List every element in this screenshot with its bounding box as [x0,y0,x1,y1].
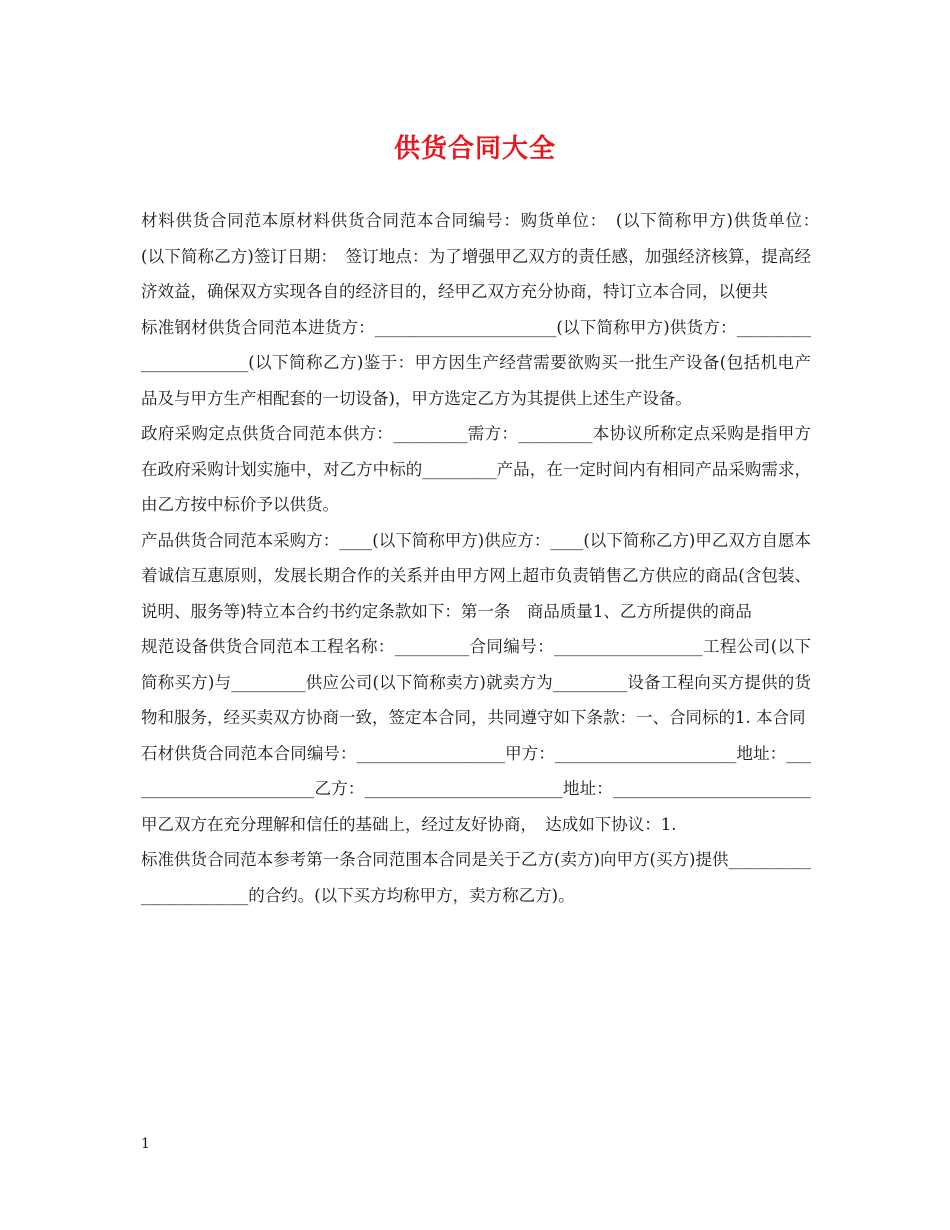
paragraph-equipment-supply: 规范设备供货合同范本工程名称：_________合同编号：__________________工程公司(以下简称买方)与_________供应公司(以下简称卖方)就卖方为_________设备工程向买方提供的货物和服务，经买卖双方协商一致，签定本合同，共同遵守如下条款：一、合同标的1. 本合同 [141,637,811,727]
paragraph-stone-supply: 石材供货合同范本合同编号：__________________甲方：______________________地址：________________________乙方：________________________地址：________________________甲乙双方在充分理解和信任的基础上，经过友好协商， 达成如下协议：1. [141,743,811,834]
document-body [141,203,828,913]
paragraph-product-supply: 产品供货合同范本采购方：____(以下简称甲方)供应方：____(以下简称乙方)甲乙双方自愿本着诚信互惠原则，发展长期合作的关系并由甲方网上超市负责销售乙方供应的商品(含包装、说明、服务等)特立本合约书约定条款如下：第一条 商品质量1、乙方所提供的商品 [141,530,811,621]
document-title: 供货合同大全 [393,134,556,164]
paragraph-standard-supply: 标准供货合同范本参考第一条合同范围本合同是关于乙方(卖方)向甲方(买方)提供_______________________的合约。(以下买方均称甲方，卖方称乙方)。 [141,850,811,905]
paragraph-material-supply: 材料供货合同范本原材料供货合同范本合同编号：购货单位： (以下简称甲方)供货单位： (以下简称乙方)签订日期： 签订地点：为了增强甲乙双方的责任感，加强经济核算，提高经济效益，确保双方实现各自的经济目的，经甲乙双方充分协商，特订立本合同，以便共 [141,211,828,301]
page-number: 1 [141,1136,150,1152]
paragraph-steel-supply: 标准钢材供货合同范本进货方：______________________(以下简称甲方)供货方：______________________(以下简称乙方)鉴于：甲方因生产经营需要欲购买一批生产设备(包括机电产品及与甲方生产相配套的一切设备)，甲方选定乙方为其提供上述生产设备。 [141,317,811,408]
paragraph-government-procurement: 政府采购定点供货合同范本供方：_________需方：_________本协议所称定点采购是指甲方在政府采购计划实施中，对乙方中标的_________产品，在一定时间内有相同产品采购需求，由乙方按中标价予以供货。 [141,424,811,514]
